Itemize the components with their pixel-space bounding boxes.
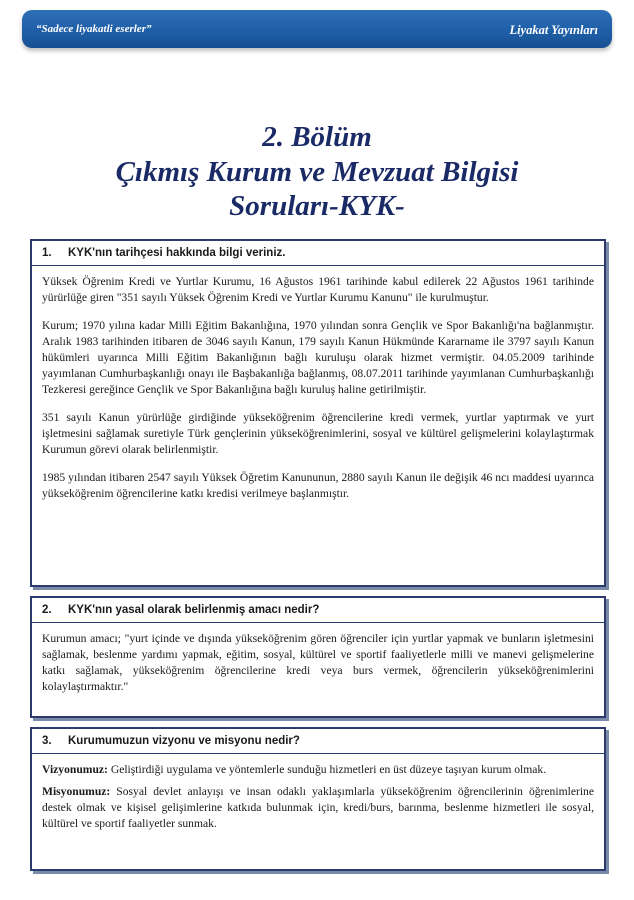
header-publisher: Liyakat Yayınları <box>509 23 598 37</box>
header-slogan: “Sadece liyakatli eserler” <box>36 23 152 35</box>
question-text: KYK'nın tarihçesi hakkında bilgi veriniz. <box>68 247 286 259</box>
answer-paragraph: 351 sayılı Kanun yürürlüğe girdiğinde yükseköğrenim öğrencilerine kredi vermek, yurtlar yaptırmak ve yurt işletmesini sağlamak suretiyle Türk gençlerinin yükseköğrenimlerini, sosyal ve kültürel gelişmelerini kolaylaştırmak Kurumun görevi olarak belirlenmiştir. <box>42 411 594 456</box>
mission-label: Misyonumuz: <box>42 785 111 798</box>
answer-paragraph: Yüksek Öğrenim Kredi ve Yurtlar Kurumu, 16 Ağustos 1961 tarihinde kabul edilerek 22 Ağustos 1961 tarihinde yürürlüğe giren "351 sayılı Yüksek Öğrenim Kredi ve Yurtlar Kurumu Kanunu" ile kurulmuştur. <box>42 275 594 304</box>
question-heading <box>32 241 604 266</box>
mission-paragraph <box>42 784 594 832</box>
vision-text: Geliştirdiği uygulama ve yöntemlerle sunduğu hizmetleri en üst düzeye taşıyan kurum olmak. <box>107 763 547 776</box>
question-number: 2. <box>42 604 52 616</box>
answer-paragraph: Kurum; 1970 yılına kadar Milli Eğitim Bakanlığına, 1970 yılından sonra Gençlik ve Spor Bakanlığı'na bağlanmıştır. Aralık 1983 tarihinden itibaren de 3046 sayılı Kanun, 179 sayılı Kanun Hükmünde Kararname ile 3797 sayılı Kanun hükümleri uyarınca Milli Eğitim Bakanlığının bağlı kuruluşu olarak hizmet vermiştir. 04.05.2009 tarihinde yayımlanan Cumhurbaşkanlığı onayı ile Başbakanlığa bağlanmış, 08.07.2011 tarihinde yayımlanan Cumhurbaşkanlığı Tezkeresi gereğince Gençlik ve Spor Bakanlığına bağlı kuruluş haline getirilmiştir. <box>42 319 594 396</box>
vision-paragraph <box>42 762 594 778</box>
mission-text: Sosyal devlet anlayışı ve insan odaklı yaklaşımlarla yükseköğrenim öğrencilerinin öğrenimlerine destek olmak ve kişisel gelişimlerine katkıda bulunmak için, kredi/burs, barınma, beslenme hizmetleri ile sosyal, kültürel ve sportif faaliyetler sunmak. <box>42 785 594 830</box>
question-number: 3. <box>42 735 52 747</box>
question-text: KYK'nın yasal olarak belirlenmiş amacı nedir? <box>68 604 320 616</box>
answer-body <box>32 623 604 713</box>
chapter-subtitle-line1: Çıkmış Kurum ve Mevzuat Bilgisi <box>115 156 519 188</box>
chapter-title: 2. Bölüm <box>262 121 372 153</box>
header-banner <box>22 10 612 48</box>
chapter-subtitle-line2: Soruları-KYK- <box>229 190 405 222</box>
vision-label: Vizyonumuz: <box>42 763 108 776</box>
answer-paragraph: 1985 yılından itibaren 2547 sayılı Yüksek Öğretim Kanununun, 2880 sayılı Kanun ile değişik 46 ncı maddesi uyarınca yükseköğrenim öğrencilerine katkı kredisi verilmeye başlanmıştır. <box>42 471 594 500</box>
question-heading <box>32 598 604 623</box>
question-box-2 <box>30 596 606 718</box>
question-box-3 <box>30 727 606 871</box>
question-box-1 <box>30 239 606 587</box>
answer-paragraph: Kurumun amacı; "yurt içinde ve dışında yükseköğrenim gören öğrenciler için yurtlar yapmak ve bunların işletmesini sağlamak, beslenme yardımı yapmak, eğitim, sosyal, kültürel ve sportif faaliyetlerle milli ve manevi gelişmelerine katkı sağlamak, yükseköğrenim öğrencilerine kredi veya burs vermek, öğrencilerin yükseköğrenimlerini kolaylaştırmaktır." <box>42 632 594 693</box>
answer-body <box>32 754 604 850</box>
answer-body <box>32 266 604 520</box>
question-text: Kurumumuzun vizyonu ve misyonu nedir? <box>68 735 300 747</box>
question-number: 1. <box>42 247 52 259</box>
question-heading <box>32 729 604 754</box>
